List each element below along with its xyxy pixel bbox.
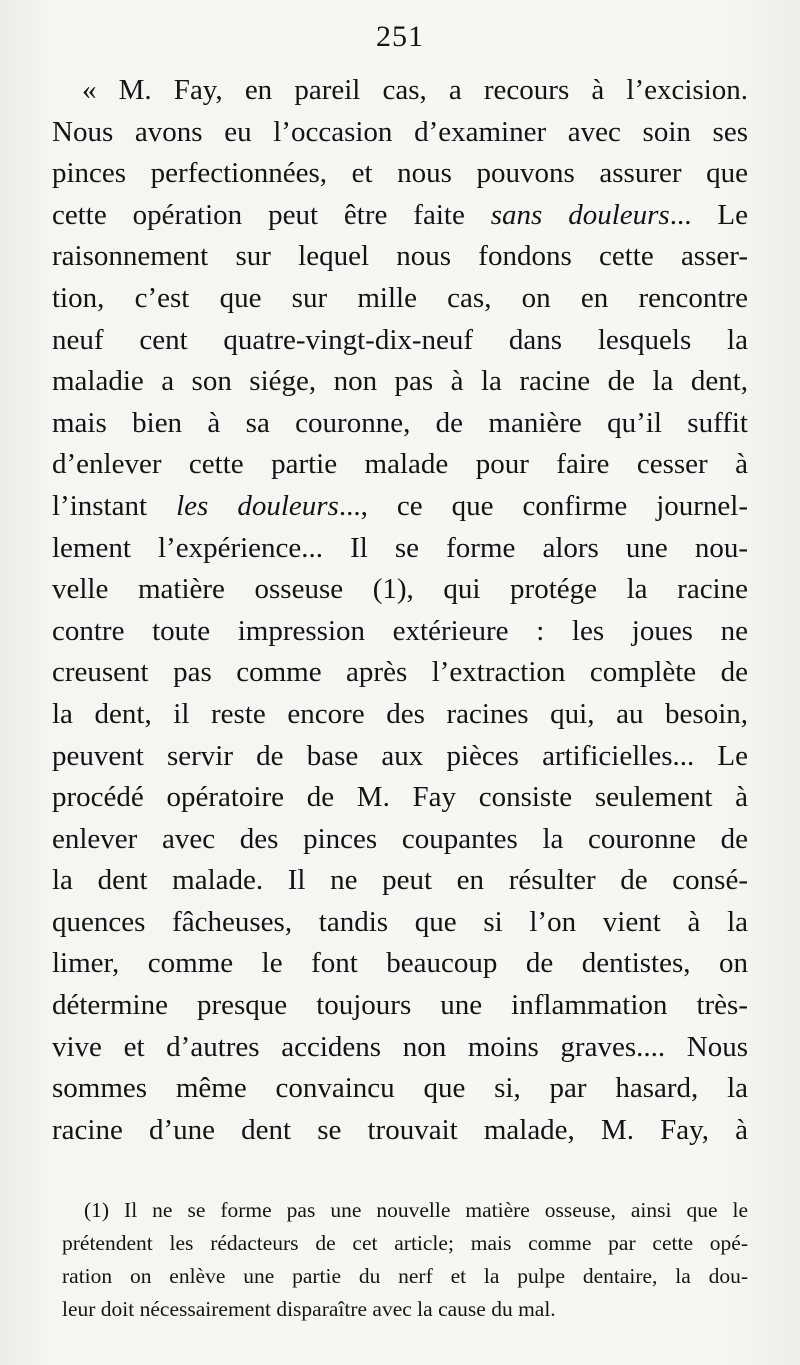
- italic-text: sans douleurs: [490, 198, 670, 231]
- text-line: [52, 652, 748, 694]
- footnote-line: prétendent les rédacteurs de cet article; mais comme par cette opé-: [62, 1231, 748, 1255]
- text-line: [52, 611, 748, 653]
- footnote-line: ration on enlève une partie du nerf et la pulpe dentaire, la dou-: [62, 1264, 748, 1288]
- text-line: [52, 819, 748, 861]
- text-segment: mais bien à sa couronne, de manière qu’il suffit: [52, 406, 748, 439]
- text-line: [52, 985, 748, 1027]
- text-line: [52, 860, 748, 902]
- text-line: [52, 736, 748, 778]
- text-segment: l’instant: [52, 489, 177, 522]
- text-segment: la dent, il reste encore des racines qui, au besoin,: [52, 697, 748, 730]
- text-line: [52, 1027, 748, 1069]
- text-segment: peuvent servir de base aux pièces artificielles... Le: [52, 739, 748, 772]
- text-line: [52, 444, 748, 486]
- text-line: [52, 320, 748, 362]
- text-segment: la dent malade. Il ne peut en résulter de consé-: [52, 864, 748, 897]
- text-line: [52, 528, 748, 570]
- text-segment: détermine presque toujours une inflammation très-: [52, 989, 748, 1022]
- text-line: [52, 1110, 748, 1152]
- text-line: [52, 403, 748, 445]
- text-line: [52, 569, 748, 611]
- text-segment: procédé opératoire de M. Fay consiste seulement à: [52, 781, 748, 814]
- text-segment: tion, c’est que sur mille cas, on en rencontre: [52, 281, 748, 314]
- text-line: [52, 236, 748, 278]
- text-segment: pinces perfectionnées, et nous pouvons assurer que: [52, 157, 748, 190]
- text-segment: velle matière osseuse (1), qui protége la racine: [52, 573, 748, 606]
- text-segment: contre toute impression extérieure : les joues ne: [52, 614, 748, 647]
- text-segment: limer, comme le font beaucoup de dentistes, on: [52, 947, 748, 980]
- text-segment: racine d’une dent se trouvait malade, M. Fay, à: [52, 1113, 748, 1146]
- text-line: [52, 112, 748, 154]
- body-text: [52, 70, 748, 1151]
- text-segment: d’enlever cette partie malade pour faire cesser à: [52, 448, 748, 481]
- text-line: [52, 361, 748, 403]
- text-segment: « M. Fay, en pareil cas, a recours à l’excision.: [82, 74, 748, 106]
- italic-text: les douleurs: [176, 489, 339, 522]
- text-segment: cette opération peut être faite: [52, 198, 491, 231]
- text-segment: creusent pas comme après l’extraction complète de: [52, 656, 748, 689]
- text-segment: raisonnement sur lequel nous fondons cette asser-: [52, 240, 748, 273]
- footnotes: [62, 1194, 748, 1326]
- text-line: [52, 278, 748, 320]
- footnote-line: (1) Il ne se forme pas une nouvelle matière osseuse, ainsi que le: [84, 1198, 748, 1222]
- text-segment: lement l’expérience... Il se forme alors une nou-: [52, 531, 748, 564]
- text-segment: quences fâcheuses, tandis que si l’on vient à la: [52, 905, 748, 938]
- text-line: [52, 777, 748, 819]
- text-segment: enlever avec des pinces coupantes la couronne de: [52, 822, 748, 855]
- text-line: [52, 902, 748, 944]
- text-segment: vive et d’autres accidens non moins graves.... Nous: [52, 1030, 748, 1063]
- text-segment: sommes même convaincu que si, par hasard, la: [52, 1072, 748, 1105]
- text-segment: maladie a son siége, non pas à la racine de la dent,: [52, 365, 748, 398]
- text-segment: neuf cent quatre-vingt-dix-neuf dans lesquels la: [52, 323, 748, 356]
- text-line: [52, 694, 748, 736]
- page-number: 251: [376, 20, 424, 53]
- text-line: [52, 153, 748, 195]
- text-line: [52, 195, 748, 237]
- text-line: [52, 943, 748, 985]
- text-segment: ..., ce que confirme journel-: [338, 489, 749, 522]
- text-line: [52, 486, 748, 528]
- text-segment: Nous avons eu l’occasion d’examiner avec soin ses: [52, 115, 748, 148]
- text-line: [52, 1068, 748, 1110]
- footnote-line: leur doit nécessairement disparaître avec la cause du mal.: [62, 1297, 556, 1321]
- text-segment: ... Le: [669, 198, 748, 231]
- text-line: [52, 70, 748, 112]
